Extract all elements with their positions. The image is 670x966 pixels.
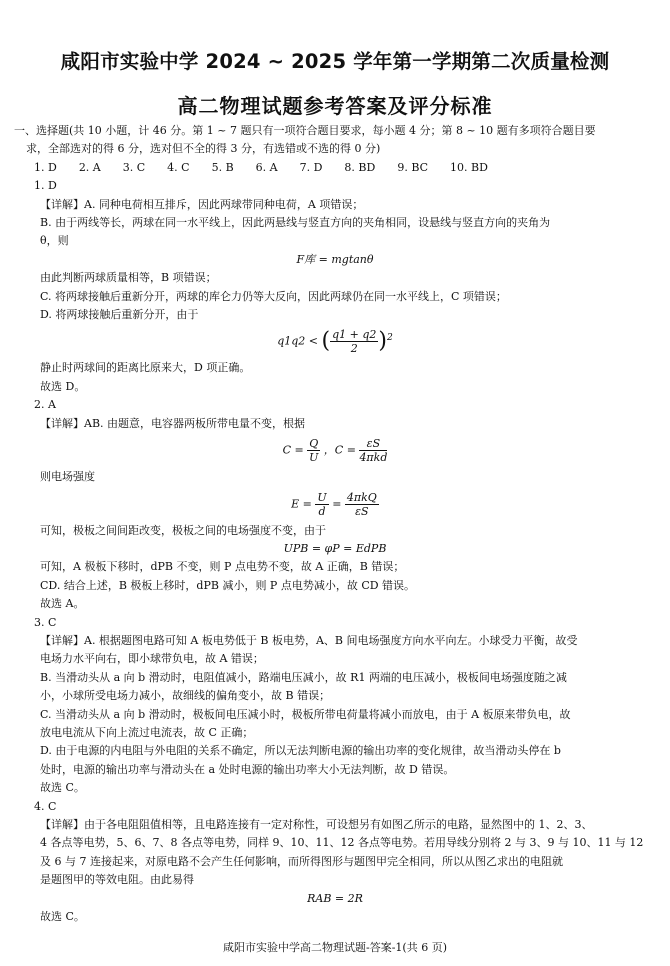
q1-line: B. 由于两线等长，两球在同一水平线上，因此两悬线与竖直方向的夹角相同，设悬线与竖直方向的夹角为 [40, 216, 551, 230]
answer-item: 9. BC [397, 160, 429, 174]
answer-item: 1. D [34, 160, 57, 174]
q3-line: C. 当滑动头从 a 向 b 滑动时，极板间电压减小时，极板所带电荷量将减小而放电，由于 A 板原来带负电，故 [40, 707, 571, 721]
q1-line: 由此判断两球质量相等，B 项错误； [40, 271, 217, 285]
answer-item: 5. B [211, 160, 234, 174]
eq-left: q1q2 < [277, 334, 318, 348]
q4-line: 及 6 与 7 连接起来，对原电路不会产生任何影响，而所得图形与题图甲完全相同，所以从图乙求出的电阻就 [40, 854, 563, 868]
q1-line: 【详解】A. 同种电荷相互排斥，因此两球带同种电荷，A 项错误； [40, 197, 364, 211]
fraction: $\frac{q1 + q2}{2}$ [332, 328, 377, 356]
q2-number: 2. A [34, 398, 56, 412]
q4-line: 【详解】由于各电阻阻值相等，且电路连接有一定对称性，可设想另有如图乙所示的电路，显然图中的 1、2、3、 [40, 818, 593, 831]
q3-line: 电场力水平向右，即小球带负电，故 A 错误； [40, 652, 264, 666]
q2-line: 可知，A 极板下移时，dPB 不变，则 P 点电势不变，故 A 正确，B 错误； [40, 560, 405, 574]
q3-number: 3. C [34, 615, 57, 629]
q4-equation-resistance: RAB = 2R [307, 891, 363, 905]
q1-line: 静止时两球间的距离比原来大，D 项正确。 [40, 361, 251, 375]
section-heading: 一、选择题(共 10 小题，计 46 分。第 1 ~ 7 题只有一项符合题目要求，每小题 4 分；第 8 ~ 10 题有多项符合题目要 [14, 124, 596, 137]
answer-item: 6. A [255, 160, 278, 174]
q2-equation-potential: UPB = φP = EdPB [283, 541, 387, 555]
q2-line: 则电场强度 [40, 470, 95, 484]
q2-line: 可知，极板之间间距改变，极板之间的电场强度不变，由于 [40, 523, 326, 537]
q1-equation-charge [0, 324, 670, 359]
q2-equation-capacitance: C = $\frac{Q}{U}$ ，C = $\frac{\varepsilon S}{\text{4πkd}}$ [282, 437, 388, 465]
q4-line: 4 各点等电势，5、6、7、8 各点等电势，同样 9、10、11、12 各点等电势。若用导线分别将 2 与 3、9 与 10、11 与 12 [40, 836, 644, 850]
q3-line: 放电电流从下向上流过电流表，故 C 正确； [40, 725, 254, 739]
q3-line: 【详解】A. 根据题图电路可知 A 板电势低于 B 板电势，A、B 间电场强度方向水平向左。小球受力平衡，故受 [40, 633, 578, 647]
answer-item: 4. C [167, 160, 190, 174]
fraction: $\frac{U}{d}$ [317, 490, 327, 518]
paren-close: ) [378, 328, 387, 354]
answer-list [34, 159, 670, 177]
answer-item: 2. A [78, 160, 101, 174]
paren-open: ( [321, 328, 331, 354]
q4-line: 故选 C。 [40, 910, 85, 924]
fraction: $\frac{\varepsilon S}{\text{4πkd}}$ [359, 437, 388, 465]
q2-line: 【详解】AB. 由题意，电容器两板所带电量不变，根据 [40, 416, 306, 430]
answer-item: 10. BD [450, 160, 488, 174]
exponent: 2 [386, 332, 393, 344]
document-subtitle: 高二物理试题参考答案及评分标准 [177, 94, 493, 118]
document-title: 咸阳市实验中学 2024 ~ 2025 学年第一学期第二次质量检测 [60, 50, 610, 73]
q3-line: B. 当滑动头从 a 向 b 滑动时，电阻值减小，路端电压减小，故 R1 两端的电压减小，极板间电场强度随之减 [40, 670, 567, 684]
answer-item: 3. C [122, 160, 146, 174]
q1-line: 故选 D。 [40, 379, 86, 393]
q1-line: θ，则 [40, 234, 69, 248]
q1-line: D. 将两球接触后重新分开，由于 [40, 308, 199, 322]
section-heading-cont: 求，全部选对的得 6 分，选对但不全的得 3 分，有选错或不选的得 0 分) [26, 142, 381, 156]
q4-line: 是题图甲的等效电阻。由此易得 [40, 873, 194, 887]
q1-line: C. 将两球接触后重新分开，两球的库仑力仍等大反向，因此两球仍在同一水平线上，C 项错误； [40, 289, 507, 303]
page-footer: 咸阳市实验中学高二物理试题-答案-1(共 6 页) [222, 941, 447, 954]
answer-item: 8. BD [344, 160, 376, 174]
document-body [0, 122, 670, 926]
q2-line: 故选 A。 [40, 597, 85, 611]
q3-line: 处时，电源的输出功率与滑动头在 a 处时电源的输出功率大小无法判断，故 D 错误。 [40, 762, 455, 776]
q3-line: D. 由于电源的内电阻与外电阻的关系不确定，所以无法判断电源的输出功率的变化规律，故当滑动头停在 b [40, 744, 561, 758]
fraction: $\frac{\text{4πkQ}}{\varepsilon S}$ [346, 490, 377, 518]
q2-equation-field: E = $\frac{U}{d}$ = $\frac{\text{4πkQ}}{\varepsilon S}$ [291, 490, 377, 518]
q4-number: 4. C [34, 799, 57, 813]
answer-item: 7. D [299, 160, 323, 174]
q3-line: 小，小球所受电场力减小，故细线的偏角变小，故 B 错误； [40, 689, 331, 703]
q2-line: CD. 结合上述，B 极板上移时，dPB 减小，则 P 点电势减小，故 CD 错误。 [40, 578, 416, 592]
q3-line: 故选 C。 [40, 781, 85, 795]
q1-equation-force: F库 = mgtanθ [296, 252, 374, 266]
fraction: $\frac{Q}{U}$ [309, 437, 319, 465]
q1-number: 1. D [34, 179, 57, 193]
